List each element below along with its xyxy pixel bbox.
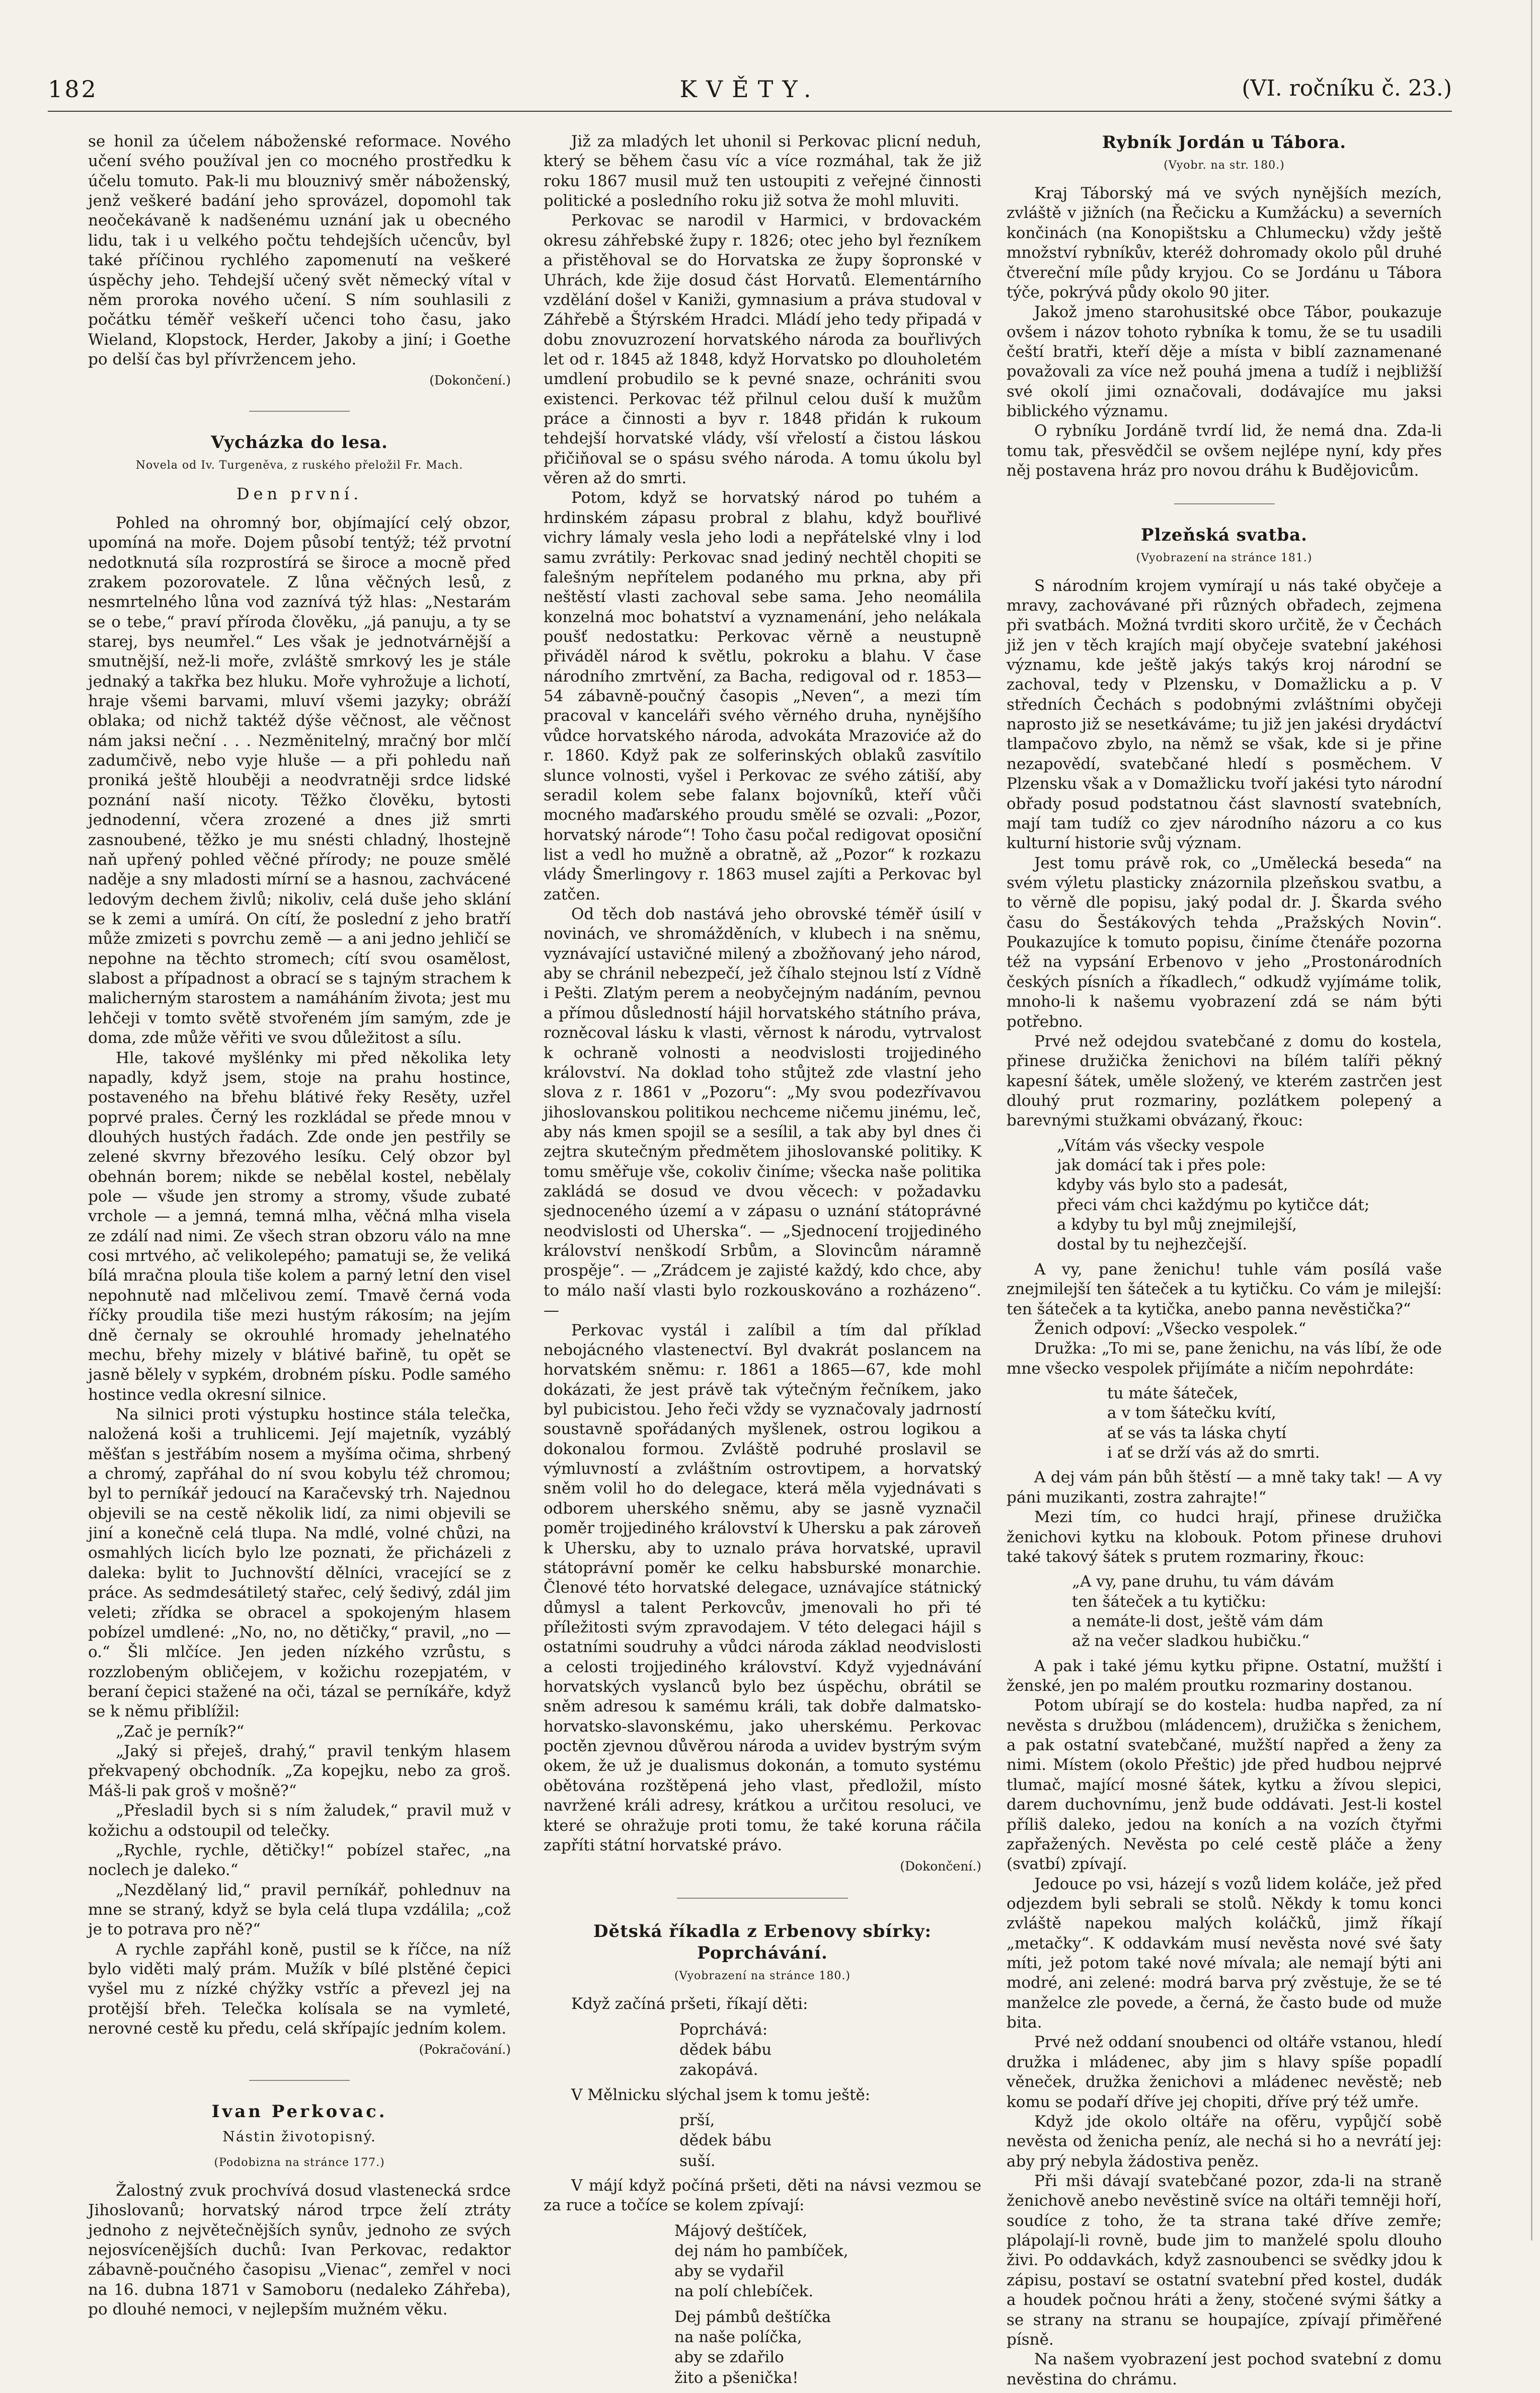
- paragraph: Žalostný zvuk prochvívá dosud vlastenecká srdce Jihoslovanů; horvatský národ trpce želí ztráty jednoho z největečnějších synův, jednoho ze svých nejosvícenějších duchů: Ivan Perkovac, redaktor zábavně-poučného časopisu „Vienac“, zemřel v noci na 16. dubna 1871 v Samoboru (nedaleko Záhřeba), po dlouhé nemoci, v nejlepším mužném věku.: [88, 2181, 511, 2319]
- paragraph: Perkovac se narodil v Harmici, v brdovackém okresu záhřebské župy r. 1826; otec jeho byl řezníkem a přistěhoval se do Horvatska ze župy šopronské v Uhrách, kde žije dosud část Horvatů. Elementárního vzdělání došel v Kaniži, gymnasium a práva studoval v Záhřebě a Štýrském Hradci. Mládí jeho tedy připadá v dobu znovuzrození horvatského národa za bouřlivých let od r. 1845 až 1848, když Horvatsko po dlouholetém umdlení probudilo se k pevné snaze, ochrániti svou existenci. Perkovac též přilnul celou duší k mužům práce a činnosti a byv r. 1848 přidán k rukoum tehdejší horvatské vlády, vší vřelostí a čistou láskou přičiňoval se o spásu svého národa. A tomu úkolu byl věren až do smrti.: [544, 211, 981, 488]
- paragraph: „Rychle, rychle, dětičky!“ pobízel stařec, „na noclech je daleko.“: [88, 1841, 511, 1880]
- column-middle: [544, 132, 981, 2393]
- article-byline: Novela od Iv. Turgeněva, z ruského přeložil Fr. Mach.: [135, 459, 464, 472]
- paragraph: Jest tomu právě rok, co „Umělecká beseda“ na svém výletu plasticky znázornila plzeňskou svatbu, a to věrně dle popisu, jaký podal dr. J. Škarda svého času do Šestákových tehda „Pražských Novin“. Poukazujíce k tomuto popisu, činíme čtenáře pozorna též na vypsání Erbenovo v jeho „Prostonárodních českých písních a říkadlech,“ odkudž vyjímáme tolik, mnoho-li k našemu vyobrazení zdá se nám býti potřebno.: [1007, 854, 1442, 1031]
- issue-number: (VI. ročníku č. 23.): [1242, 76, 1452, 101]
- section-divider: [249, 2080, 350, 2081]
- paragraph: Hle, takové myšlénky mi před několika lety napadly, když jsem, stoje na prahu hostince, postaveného na břehu blátivé řeky Resěty, uzřel poprvé prales. Černý les rozkládal se přede mnou v dlouhých hustých řadách. Zde onde jen pestřily se zelené skvrny březového lesíku. Celý obzor byl obehnán borem; nikde se nebělal kostel, nebělaly pole — všude jen stromy a stromy, všude zubaté vrchole — a jemná, temná mlha, věčná mlha visela ze zdálí nad nimi. Ze všech stran obzoru válo na mne cosi mrtvého, ač velikolepého; pamatuji se, že veliká bílá mračna ploula tiše kolem a parný letní den visel nepohnutě nad mlčelivou zemí. Tmavě černá voda říčky proudila tiše mezi hustým rákosím; na jejím dně černaly se okrouhlé hromady jehelnatého mechu, břehy mizely v blátivé bařině, tu opět se jasně bělely v sypkém, drobném písku. Podle samého hostince vedla okresní silnice.: [88, 1049, 511, 1404]
- paragraph: Na našem vyobrazení jest pochod svatební z domu nevěstina do chrámu.: [1007, 2350, 1442, 2388]
- section-divider: [677, 1898, 848, 1899]
- paragraph: A rychle zapřáhl koně, pustil se k říčce, na níž bylo viděti malý prám. Mužík v bílé plstěné čepici vyšel mu z nízké chýžky vstříc a převezl jej na protější břeh. Telečka kolísala se na vymleté, nerovné cestě ku předu, celá skřípajíc jedním kolem.: [88, 1940, 511, 2038]
- paragraph: Při mši dávají svatebčané pozor, zda-li na straně ženichově anebo nevěstině svíce na oltáři temněji hoří, soudíce z toho, že ta strana také dříve zemře; plápolají-li rovně, bude jim to manželé spolu dlouho živi. Po oddavkách, když zasnoubenci se svědky jdou k zápisu, postaví se ostatní svatební před kostel, dudák a houdek počnou hráti a ženy, stočené svými šátky a se strany na stranu se houpajíce, zpívají přiměřené písně.: [1007, 2172, 1442, 2349]
- section-divider: [1174, 503, 1275, 504]
- paragraph: Družka: „To mi se, pane ženichu, na vás líbí, že ode mne všecko vespolek přijímáte a ničím nepohrdáte:: [1007, 1339, 1442, 1378]
- verse: Poprchává: dědek bábu zakopává.: [679, 2020, 772, 2079]
- paragraph: A pak i také jému kytku připne. Ostatní, mužští i ženské, jen po malém proutku rozmariny dostanou.: [1007, 1657, 1442, 1695]
- verse: „A vy, pane druhu, tu vám dávám ten šáteček a tu kytičku: a nemáte-li dost, ještě vám dám až na večer sladkou hubičku.“: [1072, 1573, 1334, 1651]
- paragraph: Mezi tím, co hudci hrají, přinese družička ženichovi kytku na klobouk. Potom přinese druhovi také takový šátek s prutem rozmariny, řkouc:: [1007, 1508, 1442, 1566]
- paragraph: Prvé než oddaní snoubenci od oltáře vstanou, hledí družka i mládenec, aby jim s hlavy spíše popadlí věneček, družka ženichovi a mládenec nevěstě; neb komu se podaří dříve jej chopiti, dříve prý též umře.: [1007, 2033, 1442, 2111]
- verse: prší, dědek bábu suší.: [679, 2111, 772, 2170]
- paragraph: Od těch dob nastává jeho obrovské téměř úsilí v novinách, ve shromážděních, v klubech i na sněmu, vyznávající ustavičné milený a zbožňovaný jeho národ, aby se chránil nebezpečí, jež číhalo stejnou lstí z Vídně i Pešti. Zlatým perem a neobyčejným nadáním, pevnou a přímou důsledností hájil horvatského státního práva, rozněcoval lásku k vlasti, věrnost k národu, vytrvalost k ochraně volnosti a neodvislosti trojjediného království. Na doklad toho stůjtež zde vlastní jeho slova z r. 1861 v „Pozoru“: „My svou podezřívavou jihoslovanskou politikou nechceme ničemu jinému, leč, aby nás kmen spojil se a sesílil, a tak aby byl dnes či zejtra skutečným předmětem jihoslovanské politiky. K tomu směřuje vše, cokoliv činíme; všecka naše politika zakládá se dosud ve dvou věcech: v požadavku sjednoceného území a v zápasu o uznání státoprávné neodvislosti od Uherska“. — „Sjednocení trojjediného království nenškodí Srbům, a Slovincům náramně prospěje“. — „Zrádcem je zajisté každý, kdo chce, aby to málo naší vlasti bylo rozkouskováno a rozházeno“. —: [544, 905, 981, 1320]
- chapter-heading: Den první.: [236, 484, 363, 504]
- paragraph: Ženich odpoví: „Všecko vespolek.“: [1034, 1319, 1306, 1338]
- paragraph: Pohled na ohromný bor, objímající celý obzor, upomíná na moře. Dojem působí tentýž; též prvotní nedotknutá síla rozprostírá se široce a mocně před zrakem pozorovatele. Z lůna věčných lesů, z nesmrtelného lůna vod zaznívá týž hlas: „Nestarám se o tebe,“ praví příroda člověku, „já panuju, a ty se starej, bys neumřel.“ Les však je jednotvárnější a smutnější, než-li moře, zvláště smrkový les je stále jednaký a takřka bez hluku. Moře vyhrožuje a lichotí, hraje všemi barvami, mluví všemi jazyky; obráží oblaka; od nichž taktéž dýše věčnost, ale věčnost nám jaksi neční . . . Nezměnitelný, mračný bor mlčí zadumčivě, nebo vyje hluše — a při pohledu naň proniká ještě hlouběji a neodvratněji srdce lidské poznání naší nicoty. Těžko člověku, bytosti jednodenní, včera zrozené a dnes již smrti zasnoubené, těžko je mu snésti chladný, lhostejně naň upřený pohled věčné přírody; ne pouze smělé naděje a sny mladosti mírní se a hasnou, zachvácené ledovým dechem živlů; nikoliv, celá duše jeho sklání se k zemi a umírá. On cítí, že poslední z jeho bratří může zmizeti s povrchu země — a ani jedno jehličí se nepohne na těchto stromech; cítí svou osamělost, slabost a případnost a obrací se s tajným strachem k malicherným starostem a namáháním života; jest mu lehčeji v tomto světě stvořeném jím samým, zde je doma, zde může věřiti ve svou důležitost a sílu.: [88, 513, 511, 1048]
- article-title: Vycházka do lesa.: [211, 432, 388, 453]
- continuation-note: (Dokončení.): [900, 1859, 981, 1874]
- header-rule: [48, 111, 1452, 112]
- paragraph: Na silnici proti výstupku hostince stála telečka, naložená koši a truhlicemi. Její majetník, vyzáblý měšťan s jestřábím nosem a myšíma očima, shrbený a chromý, zapřáhal do ní svou kobylu též chromou; byl to perníkář jedoucí na Karačevský trh. Najednou objevili se na cestě několik lidí, za nimi objevili se jiní a konečně celá tlupa. Na mdlé, volné chůzi, na osmahlých licích bylo lze poznati, že přicházeli z daleka: bylit to Juchnovští dělníci, vracející se z práce. As sedmdesátiletý stařec, celý šedivý, zdál jim veleti; zřídka se obracel a spokojeným hlasem pobízel umdlené: „No, no, no dětičky,“ pravil, „no — o.“ Šli mlčíce. Jen jeden nízkého vzrůstu, s rozzlobeným obličejem, v kožichu rozepjatém, v beraní čepici stažené na oči, tázal se perníkáře, když se k němu přiblížil:: [88, 1405, 511, 1721]
- paragraph: Perkovac vystál i zalíbil a tím dal příklad nebojácného vlastenectví. Byl dvakrát poslancem na horvatském sněmu: r. 1861 a 1865—67, kde mohl dokázati, že jest právě tak výtečným řečníkem, jako byl pubicistou. Jeho řeči vždy se vyznačovaly jadrností soustavně spořádaných myšlenek, ostrou logikou a dokonalou formou. Zvláště podruhé proslavil se výmluvností a zvláštním ostrovtipem, a horvatský sněm volil ho do delegace, která měla vyjednávati s odborem uherského sněmu, aby se jasně vyznačil poměr trojjediného království k Uhersku a pak zároveň k Uhersku, aby to uznalo práva horvatské, upravil státoprávní poměr ke celku habsburské monarchie. Členové této horvatské delegace, uznávajíce státnický důmysl a talent Perkovcův, jmenovali ho při té příležitosti svým zpravodajem. V této delegaci hájil s ostatními soudruhy a vůdci národa základ neodvislosti a celosti trojjediného království. Když vyjednávání horvatských vyslanců bylo bez úspěchu, obrátil se sněm adresou k samému králi, tak dobře dalmatsko-horvatsko-slavonskému, jako uherskému. Perkovac poctěn zjevnou důvěrou národa a uvidev bystrým svým okem, že už je dualismus dokonán, a tomuto systému obětována rozštěpená jeho vlast, předložil, místo navržené králi adresy, krátkou a určitou resoluci, ve které se ohražuje proti tomu, že také koruna ráčila zapříti státní horvatské právo.: [544, 1321, 981, 1854]
- page-edge-shadow: [1531, 0, 1532, 2240]
- page-header: [48, 76, 1452, 116]
- image-reference: (Vyobrazení na stránce 181.): [1136, 551, 1313, 564]
- article-subtitle: Nástin životopisný.: [222, 2128, 376, 2145]
- paragraph: V májí když počíná pršeti, děti na návsi vezmou se za ruce a točíce se kolem zpívají:: [544, 2176, 981, 2215]
- continuation-note: (Pokračování.): [419, 2042, 511, 2057]
- paragraph: Jakož jmeno starohusitské obce Tábor, poukazuje ovšem i názov tohoto rybníka k tomu, že se tu usadili čeští bratři, kteří děje a místa v biblí zaznamenané považovali za více než pouhá jmena a tudíž i nejbližší své okolí jimi označovali, dodávajíce mu jaksi biblického významu.: [1007, 303, 1442, 421]
- page-number: 182: [48, 76, 98, 103]
- verse: Dej pámbů deštíčka na naše políčka, aby se zdařilo žito a pšenička!: [674, 2307, 831, 2387]
- paragraph: Prvé než odejdou svatebčané z domu do kostela, přinese družička ženichovi na bílém talíři pěkný kapesní šátek, uměle složený, ve kterém zastrčen jest dlouhý prut rozmariny, pozlátkem polepený a barevnými stužkami obvázaný, řkouc:: [1007, 1032, 1442, 1130]
- paragraph: A vy, pane ženichu! tuhle vám posílá vaše znejmilejší ten šáteček a tu kytičku. Co vám je milejší: ten šáteček a ta kytička, anebo panna nevěstička?“: [1007, 1260, 1442, 1318]
- paragraph: Již za mladých let uhonil si Perkovac plicní neduh, který se během času víc a více rozmáhal, tak že již roku 1867 musil muž ten ustoupiti z veřejné činnosti politické a posledního roku již sotva že mohl mluviti.: [544, 132, 981, 210]
- image-reference: (Vyobr. na str. 180.): [1164, 159, 1285, 172]
- image-reference: (Vyobrazení na stránce 180.): [674, 1970, 851, 1983]
- periodical-title: KVĚTY.: [679, 76, 820, 103]
- verse: „Vítám vás všecky vespole jak domácí tak i přes pole: kdyby vás bylo sto a padesát, přeci vám chci každýmu po kytičce dát; a kdyby tu byl můj znejmilejší, dostal by tu nejhezčejší.: [1057, 1136, 1370, 1254]
- paragraph: „Jaký si přeješ, drahý,“ pravil tenkým hlasem překvapený obchodník. „Za kopejku, nebo za groš. Máš-li pak groš v mošně?“: [88, 1742, 511, 1800]
- paragraph: S národním krojem vymírají u nás také obyčeje a mravy, zachovávané při různých obřadech, zejmena při svatbách. Možná tvrditi skoro určitě, že v Čechách již jen v těch krajích mají obyčeje svatební jakéhosi významu, kde ještě jakýs takýs kroj národní se zachoval, tedy v Plzensku, v Domažlicku a p. V středních Čechách s podobnými zvláštními obyčeji naprosto již se nesetkáváme; tu již jen jakési drydáctví tlampačovo zbylo, na němž se však, kde si je přine nezapovědí, svatebčané hledí s posměchem. V Plzensku však a v Domažlicku tvoří jakési tyto národní obřady posud podstatnou část slavností svatebních, mají tam tudíž co zjev národního názoru a co kus kulturní historie svůj význam.: [1007, 576, 1442, 853]
- paragraph: Když začíná pršeti, říkají děti:: [571, 1995, 808, 2013]
- column-left: [88, 132, 511, 2320]
- section-divider: [249, 411, 350, 412]
- paragraph: Potom ubírají se do kostela: hudba napřed, za ní nevěsta s družbou (mládencem), družička s ženichem, a pak ostatní svatebčané, mužští napřed a ženy za nimi. Místem (okolo Přeštic) jde před hudbou nejprvé tlumač, mající mosné šátek, kytku a žívou slepici, darem duchovnímu, jenž bude oddávati. Jest-li kostel příliš daleko, jedou na koních a na vozích čtyřmi zapřažených. Nevěsta po celé cestě pláče a ženy (svatbí) zpívají.: [1007, 1696, 1442, 1874]
- article-title: Rybník Jordán u Tábora.: [1102, 132, 1347, 153]
- paragraph: A dej vám pán bůh štěstí — a mně taky tak! — A vy páni muzikanti, zostra zahrajte!“: [1007, 1468, 1442, 1507]
- paragraph: „Nezdělaný lid,“ pravil perníkář, pohlednuv na mne se straný, když se byla celá tlupa vzdálila; „což je to potrava pro ně?“: [88, 1881, 511, 1939]
- image-reference: (Podobizna na stránce 177.): [214, 2156, 385, 2169]
- paragraph: Jedouce po vsi, házejí s vozů lidem koláče, jež před odjezdem byli sebrali se stolů. Někdy k tomu konci zvláště napekou malých koláčků, jimž říkají „metačky“. K oddavkám musí nevěsta nové své šaty míti, jež potom také nové mívala; ale nemají býti ani modré, ani zelené: modrá barva prý zvěstuje, že se té manželce zle povede, a černá, že často bude od muže bita.: [1007, 1875, 1442, 2032]
- article-title: Ivan Perkovac.: [211, 2102, 388, 2122]
- paragraph: Potom, když se horvatský národ po tuhém a hrdinském zápasu probral z blahu, když bouřlivé vichry lámaly vesla jeho lodi a nepřátelské vlny i lod samu zvrátily: Perkovac snad jediný nechtěl chopiti se falešným nepřítelem podaného mu prkna, aby při neštěstí vlasti zachoval sebe sama. Jeho neomálila konzelná moc bohatství a vyznamenání, jeho nelákala poušť nedostatku: Perkovac věrně a neustupně přiváděl národ k světlu, pokroku a blahu. V čase národního zmrtvění, za Bacha, redigoval od r. 1853—54 zábavně-poučný časopis „Neven“, a mezi tím pracoval v kanceláři svého věrného druha, nynějšího vůdce horvatského národa, advokáta Mrazoviće až do r. 1860. Když pak ze solferinských oblaků zasvítilo slunce volnosti, vyšel i Perkovac ze svého zátiší, aby seradil kolem sebe falanx bojovníků, kteří vůči mocného maďarského proudu smělé se ozvali: „Pozor, horvatský národe“! Toho času počal redigovat oposiční list a vedl ho mužně a obratně, až „Pozor“ k rozkazu vlády Šmerlingovy r. 1863 musel zajíti a Perkovac byl zatčen.: [544, 489, 981, 904]
- paragraph: Kraj Táborský má ve svých nynějších mezích, zvláště v jižních (na Řečicku a Kumžácku) a severních končinách (na Konopištsku a Chlumecku) vždy ještě množství rybníkův, kteréž dohromady okolo půl druhé čtvereční míle půdy kryjou. Co se Jordánu u Tábora týče, pokrývá půdy okolo 90 jiter.: [1007, 184, 1442, 302]
- verse: Májový deštíček, dej nám ho pambíček, aby se vydařil na polí chlebíček.: [674, 2221, 849, 2301]
- paragraph: se honil za účelem náboženské reformace. Nového učení svého používal jen co mocného prostředku k účelu tomuto. Pak-li mu blouznivý směr náboženský, jenž veškeré badání jeho sprovázel, dopomohl tak neočekávaně k nadšenému uznání jak u obecného lidu, tak i u velkého počtu tehdejších učencův, byl také příčinou rychlého zapomenutí na veškeré úspěchy jeho. Tehdejší učený svět německý vítal v něm proroka nového učení. S ním souhlasili z počátku téměř veškeří učenci toho času, jako Wieland, Klopstock, Herder, Jakoby a jiní; i Goethe po delší čas byl přívržencem jeho.: [88, 132, 511, 368]
- paragraph: „Zač je perník?“: [116, 1722, 245, 1741]
- article-title: Plzeňská svatba.: [1141, 525, 1307, 545]
- paragraph: Když jde okolo oltáře na ofěru, vypůjčí sobě nevěsta od ženicha peníz, ale nechá si ho a nevrátí jej: aby prý nebyla žádostiva peněz.: [1007, 2112, 1442, 2171]
- paragraph: V Mělnicku slýchal jsem k tomu ještě:: [571, 2085, 871, 2104]
- column-right: [1007, 132, 1442, 2389]
- article-title: Dětská říkadla z Erbenovy sbírky: Poprchávání.: [593, 1921, 932, 1964]
- paragraph: O rybníku Jordánĕ tvrdí lid, že nemá dna. Zda-li tomu tak, přesvědčil se ovšem nejlépe nyní, kdy přes něj postavena hráz pro novou dráhu k Budějovicům.: [1007, 422, 1442, 480]
- continuation-note: (Dokončení.): [429, 373, 511, 388]
- paragraph: „Přesladil bych si s ním žaludek,“ pravil muž v kožichu a odstoupil od telečky.: [88, 1802, 511, 1840]
- verse: tu máte šáteček, a v tom šátečku kvítí, ať se vás ta láska chytí i ať se drží vás až do smrti.: [1107, 1384, 1320, 1462]
